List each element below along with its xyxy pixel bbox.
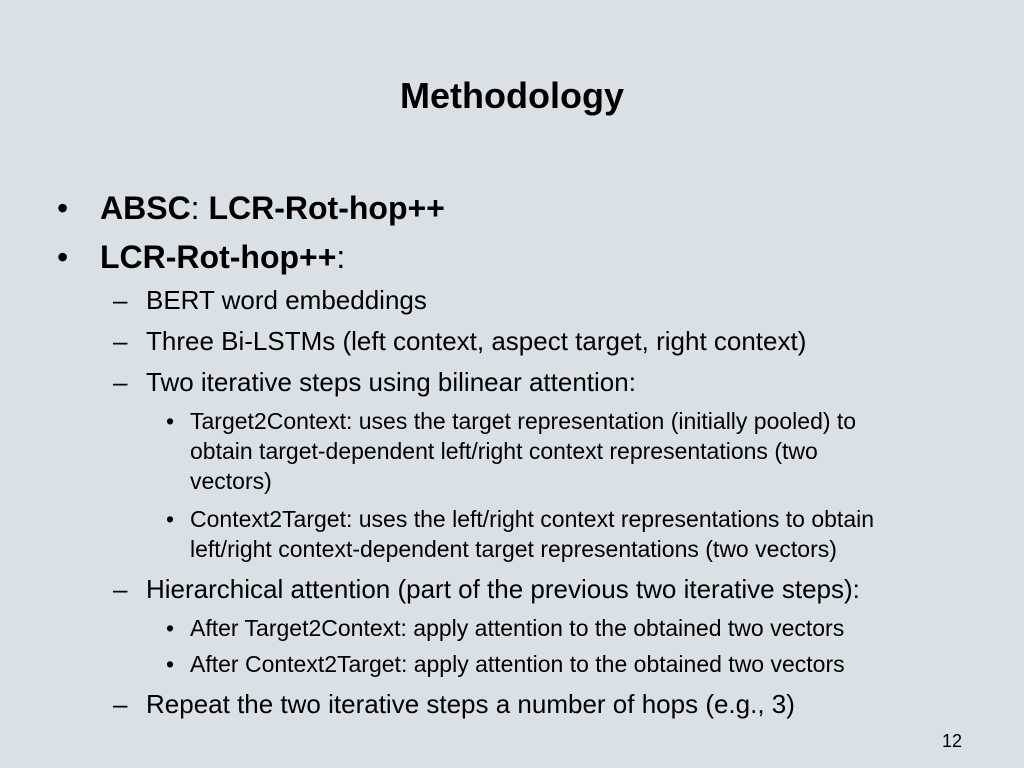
- bullet-lcr-rot-hop: [57, 238, 346, 276]
- dash-marker: –: [113, 326, 128, 356]
- slide-title: Methodology: [400, 75, 624, 116]
- sub-bullet-text: BERT word embeddings: [146, 285, 427, 315]
- bullet-lcr-rot-hop-label: LCR-Rot-hop++: [100, 239, 337, 275]
- subsub-bullet-text: Target2Context: uses the target representation (initially pooled) to: [190, 408, 857, 434]
- bullet-marker: •: [166, 615, 175, 641]
- sub-bullet-bilstms: [113, 325, 807, 357]
- sub-bullet-iterative-steps: [113, 366, 636, 398]
- sub-bullet-text: Hierarchical attention (part of the previous two iterative steps):: [146, 574, 860, 604]
- bullet-marker: •: [166, 408, 175, 434]
- subsub-bullet-context2target: [166, 504, 875, 534]
- dash-marker: –: [113, 367, 128, 397]
- sub-bullet-bert: [113, 284, 427, 316]
- sub-bullet-text: Two iterative steps using bilinear attention:: [146, 367, 636, 397]
- sub-bullet-text: Three Bi-LSTMs (left context, aspect target, right context): [146, 326, 807, 356]
- bullet-separator: :: [190, 190, 209, 226]
- subsub-bullet-text: After Target2Context: apply attention to the obtained two vectors: [190, 615, 845, 641]
- dash-marker: –: [113, 285, 128, 315]
- bullet-absc-model: LCR-Rot-hop++: [208, 190, 445, 226]
- bullet-absc: [57, 189, 445, 227]
- bullet-separator: :: [336, 239, 346, 275]
- sub-bullet-repeat-hops: [113, 688, 795, 720]
- bullet-marker: •: [166, 506, 175, 532]
- subsub-bullet-continuation: obtain target-dependent left/right context representations (two: [190, 438, 818, 464]
- sub-bullet-text: Repeat the two iterative steps a number of hops (e.g., 3): [146, 689, 795, 719]
- bullet-marker: •: [57, 239, 69, 275]
- subsub-bullet-after-context2target: [166, 649, 845, 679]
- bullet-marker: •: [57, 190, 69, 226]
- subsub-bullet-continuation: left/right context-dependent target representations (two vectors): [190, 536, 837, 562]
- bullet-absc-label: ABSC: [100, 190, 191, 226]
- page-number: 12: [941, 731, 962, 751]
- subsub-bullet-text: After Context2Target: apply attention to the obtained two vectors: [190, 651, 845, 677]
- subsub-bullet-continuation: vectors): [190, 468, 272, 494]
- subsub-bullet-after-target2context: [166, 613, 845, 643]
- subsub-bullet-target2context: [166, 406, 857, 436]
- sub-bullet-hierarchical-attention: [113, 573, 860, 605]
- bullet-marker: •: [166, 651, 175, 677]
- dash-marker: –: [113, 689, 128, 719]
- dash-marker: –: [113, 574, 128, 604]
- subsub-bullet-text: Context2Target: uses the left/right context representations to obtain: [190, 506, 875, 532]
